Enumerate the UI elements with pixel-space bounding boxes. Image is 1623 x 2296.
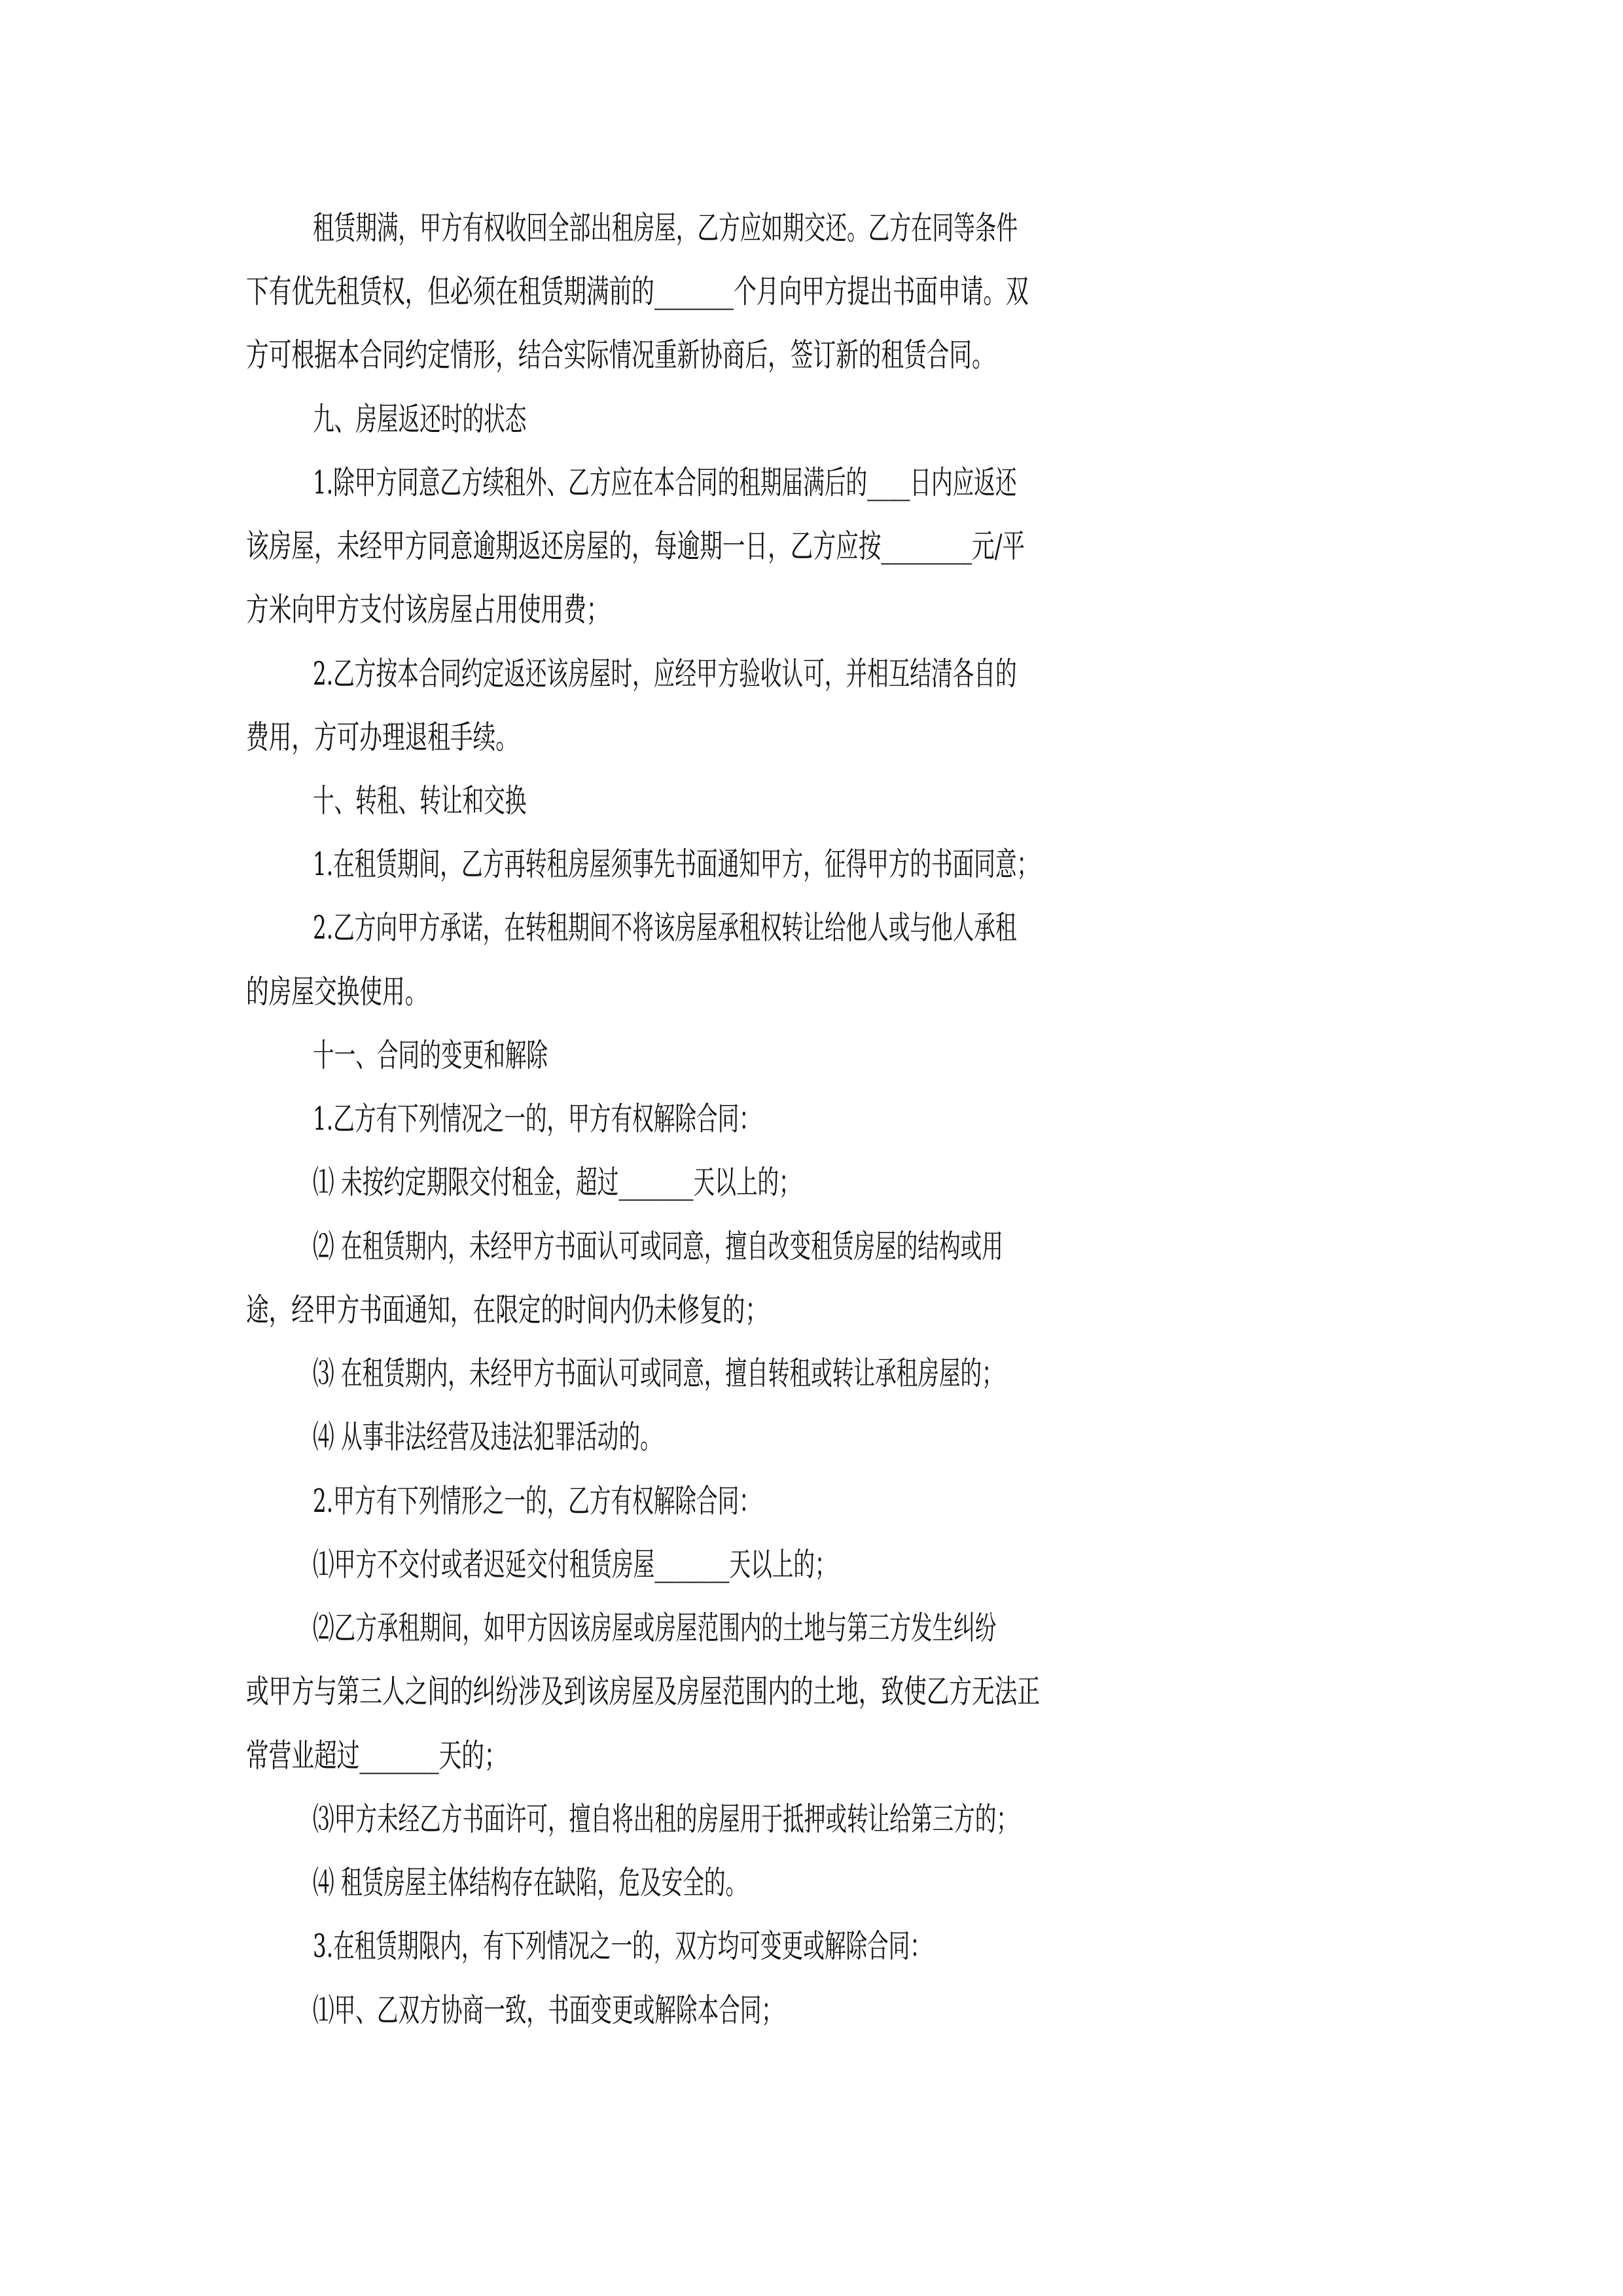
list-item: ⑶ 在租赁期内，未经甲方书面认可或同意，擅自转租或转让承租房屋的；: [313, 1355, 1003, 1392]
paragraph-line: 2.甲方有下列情形之一的，乙方有权解除合同：: [313, 1482, 760, 1520]
list-item: ⑶甲方未经乙方书面许可，擅自将出租的房屋用于抵押或转让给第三方的；: [313, 1801, 1018, 1838]
list-item: ⑴甲方不交付或者迟延交付租赁房屋_______天以上的；: [313, 1546, 836, 1583]
list-item: ⑴甲、乙双方协商一致，书面变更或解除本合同；: [313, 1992, 783, 2029]
paragraph-line: 方可根据本合同约定情形，结合实际情况重新协商后，签订新的租赁合同。: [246, 336, 995, 374]
paragraph-line: 1.除甲方同意乙方续租外、乙方应在本合同的租期届满后的____日内应返还: [313, 464, 1017, 501]
paragraph-line: 费用，方可办理退租手续。: [246, 719, 518, 756]
section-heading: 十一、合同的变更和解除: [313, 1037, 548, 1074]
list-item-continuation: 常营业超过_______天的；: [246, 1737, 507, 1774]
section-heading: 十、转租、转让和交换: [313, 782, 527, 819]
list-item: ⑵ 在租赁期内，未经甲方书面认可或同意，擅自改变租赁房屋的结构或用: [313, 1228, 1003, 1265]
paragraph-line: 2.乙方向甲方承诺，在转租期间不将该房屋承租权转让给他人或与他人承租: [313, 909, 1017, 946]
paragraph-line: 方米向甲方支付该房屋占用使用费；: [246, 591, 609, 628]
list-item-continuation: 途，经甲方书面通知，在限定的时间内仍未修复的；: [246, 1291, 768, 1329]
paragraph-line: 3.在租赁期限内，有下列情况之一的，双方均可变更或解除合同：: [313, 1928, 932, 1965]
paragraph-line: 2.乙方按本合同约定返还该房屋时，应经甲方验收认可，并相互结清各自的: [313, 655, 1017, 692]
list-item: ⑷ 从事非法经营及违法犯罪活动的。: [313, 1418, 662, 1456]
paragraph-line: 1.在租赁期间，乙方再转租房屋须事先书面通知甲方，征得甲方的书面同意；: [313, 846, 1039, 883]
paragraph-line: 1.乙方有下列情况之一的，甲方有权解除合同：: [313, 1100, 760, 1138]
list-item: ⑷ 租赁房屋主体结构存在缺陷，危及安全的。: [313, 1864, 747, 1901]
list-item: ⑴ 未按约定期限交付租金，超过_______天以上的；: [313, 1164, 800, 1201]
list-item-continuation: 或甲方与第三人之间的纠纷涉及到该房屋及房屋范围内的土地，致使乙方无法正: [246, 1673, 1041, 1710]
paragraph-line: 的房屋交换使用。: [246, 973, 428, 1011]
section-heading: 九、房屋返还时的状态: [313, 401, 527, 438]
paragraph-line: 下有优先租赁权，但必须在租赁期满前的_______个月向甲方提出书面申请。双: [246, 273, 1029, 310]
list-item: ⑵乙方承租期间，如甲方因该房屋或房屋范围内的土地与第三方发生纠纷: [313, 1609, 997, 1647]
paragraph-line: 该房屋，未经甲方同意逾期返还房屋的，每逾期一日，乙方应按________元/平: [246, 528, 1026, 565]
paragraph-line: 租赁期满，甲方有权收回全部出租房屋，乙方应如期交还。乙方在同等条件: [313, 209, 1018, 247]
